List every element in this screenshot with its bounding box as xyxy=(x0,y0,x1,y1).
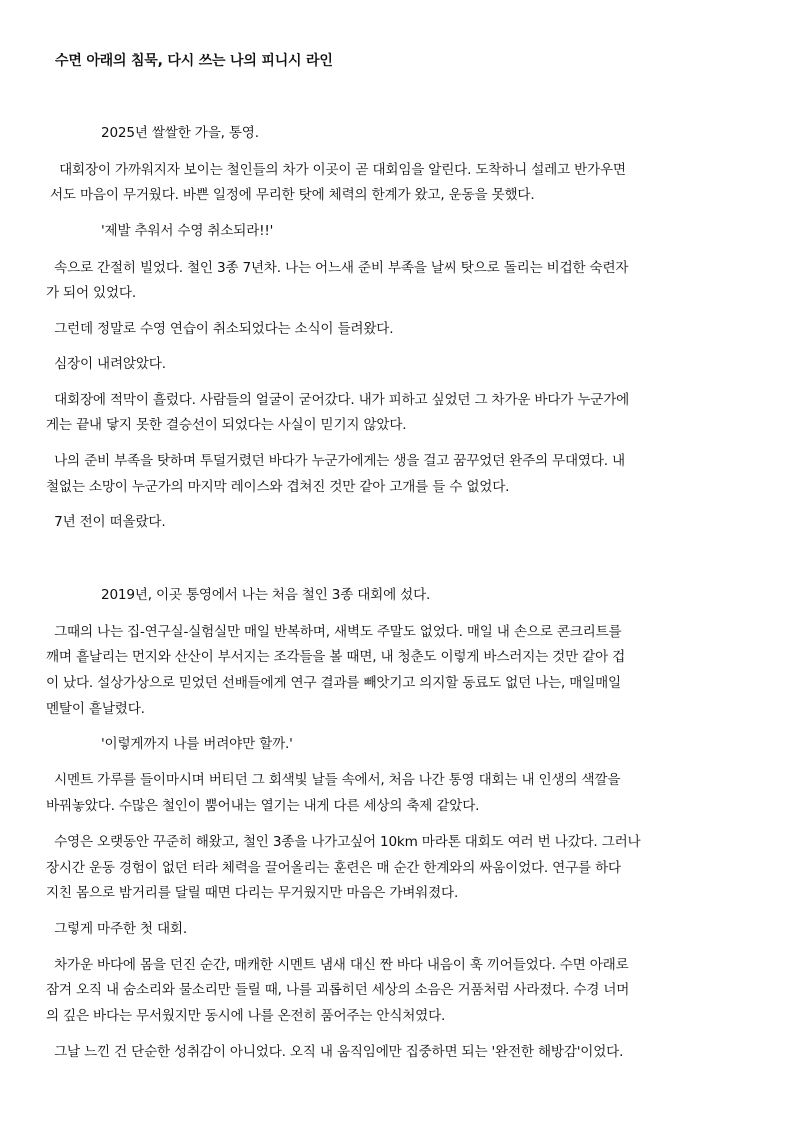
paragraph-line: 잠겨 오직 내 숨소리와 물소리만 들릴 때, 나를 괴롭히던 세상의 소음은 거품처럼 사라졌다. 수경 너머 xyxy=(46,982,630,998)
quote-line: '제발 추워서 수영 취소되라!!' xyxy=(101,223,274,239)
paragraph-line: 대회장이 가까워지자 보이는 철인들의 차가 이곳이 곧 대회임을 알린다. 도착하니 설레고 반가우면 xyxy=(55,162,626,178)
paragraph-line: 의 깊은 바다는 무서웠지만 동시에 나를 온전히 품어주는 안식처였다. xyxy=(46,1008,446,1024)
paragraph-line: 7년 전이 떠올랐다. xyxy=(50,514,166,530)
paragraph-line: 2025년 쌀쌀한 가을, 통영. xyxy=(101,125,259,141)
paragraph-line: 그런데 정말로 수영 연습이 취소되었다는 소식이 들려왔다. xyxy=(50,321,394,337)
paragraph-line: 그날 느낀 건 단순한 성취감이 아니었다. 오직 내 움직임에만 집중하면 되는 '완전한 해방감'이었다. xyxy=(50,1044,624,1060)
paragraph-line: 심장이 내려앉았다. xyxy=(50,356,166,372)
paragraph-line: 가 되어 있었다. xyxy=(46,285,136,301)
paragraph-line: 게는 끝내 닿지 못한 결승선이 되었다는 사실이 믿기지 않았다. xyxy=(46,417,407,433)
paragraph-line: 멘탈이 흩날렸다. xyxy=(46,701,145,717)
paragraph-line: 철없는 소망이 누군가의 마지막 레이스와 겹쳐진 것만 같아 고개를 들 수 없었다. xyxy=(46,479,510,495)
paragraph-line: 나의 준비 부족을 탓하며 투덜거렸던 바다가 누군가에게는 생을 걸고 꿈꾸었던 완주의 무대였다. 내 xyxy=(50,453,625,469)
paragraph-line: 대회장에 적막이 흘렀다. 사람들의 얼굴이 굳어갔다. 내가 피하고 싶었던 그 차가운 바다가 누군가에 xyxy=(50,392,630,408)
document-title: 수면 아래의 침묵, 다시 쓰는 나의 피니시 라인 xyxy=(55,53,333,69)
paragraph-line: 속으로 간절히 빌었다. 철인 3종 7년차. 나는 어느새 준비 부족을 날씨 탓으로 돌리는 비겁한 숙련자 xyxy=(50,260,629,276)
paragraph-line: 이 났다. 설상가상으로 믿었던 선배들에게 연구 결과를 빼앗기고 의지할 동료도 없던 나는, 매일매일 xyxy=(46,675,621,691)
paragraph-line: 장시간 운동 경험이 없던 터라 체력을 끌어올리는 훈련은 매 순간 한계와의 싸움이었다. 연구를 하다 xyxy=(46,860,621,876)
paragraph-line: 2019년, 이곳 통영에서 나는 처음 철인 3종 대회에 섰다. xyxy=(101,587,431,603)
paragraph-line: 차가운 바다에 몸을 던진 순간, 매캐한 시멘트 냄새 대신 짠 바다 내음이 훅 끼어들었다. 수면 아래로 xyxy=(50,957,629,973)
paragraph-line: 깨며 흩날리는 먼지와 산산이 부서지는 조각들을 볼 때면, 내 청춘도 이렇게 바스러지는 것만 같아 겁 xyxy=(46,649,626,665)
paragraph-line: 지친 몸으로 밤거리를 달릴 때면 다리는 무거웠지만 마음은 가벼워졌다. xyxy=(46,885,459,901)
paragraph-line: 그렇게 마주한 첫 대회. xyxy=(50,921,187,937)
paragraph-line: 시멘트 가루를 들이마시며 버티던 그 회색빛 날들 속에서, 처음 나간 통영 대회는 내 인생의 색깔을 xyxy=(50,772,621,788)
paragraph-line: 수영은 오랫동안 꾸준히 해왔고, 철인 3종을 나가고싶어 10km 마라톤 대회도 여러 번 나갔다. 그러나 xyxy=(50,834,641,850)
paragraph-line: 바꿔놓았다. 수많은 철인이 뿜어내는 열기는 내게 다른 세상의 축제 같았다. xyxy=(46,798,480,814)
quote-line: '이렇게까지 나를 버려야만 할까.' xyxy=(101,736,293,752)
paragraph-line: 그때의 나는 집-연구실-실험실만 매일 반복하며, 새벽도 주말도 없었다. 매일 내 손으로 콘크리트를 xyxy=(50,624,622,640)
paragraph-line: 서도 마음이 무거웠다. 바쁜 일정에 무리한 탓에 체력의 한계가 왔고, 운동을 못했다. xyxy=(50,187,535,203)
